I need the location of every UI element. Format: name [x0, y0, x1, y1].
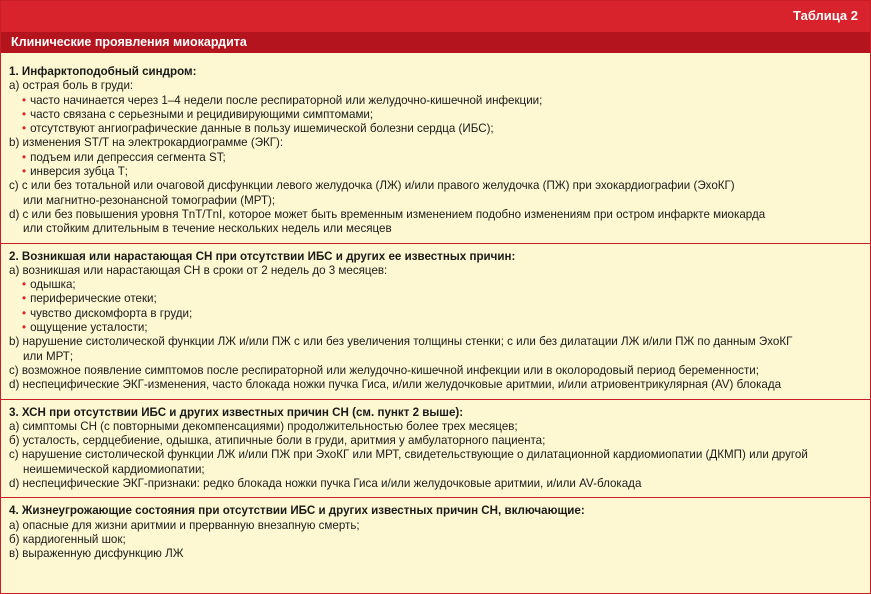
list-item: б) кардиогенный шок;: [9, 532, 126, 546]
bullet-item: • периферические отеки;: [9, 292, 860, 306]
section-title: 3. ХСН при отсутствии ИБС и других известных причин СН (см. пункт 2 выше):: [9, 405, 464, 419]
bullet-item: • часто связана с серьезными и рецидивирующими симптомами;: [9, 108, 860, 122]
table-header: [1, 1, 870, 53]
section-3: [1, 400, 870, 499]
list-item: неишемической кардиомиопатии;: [23, 462, 205, 476]
section-2: [1, 244, 870, 400]
list-item: b) нарушение систолической функции ЛЖ и/или ПЖ с или без увеличения толщины стенки; с или без дилатации ЛЖ и/или ПЖ по данным ЭхоКГ: [9, 335, 793, 349]
section-title: 2. Возникшая или нарастающая СН при отсутствии ИБС и других ее известных причин:: [9, 249, 516, 263]
list-item: d) неспецифические ЭКГ-изменения, часто блокада ножки пучка Гиса, и/или желудочковые аритмии, и/или атриовентрикулярная (AV) блокада: [9, 378, 782, 392]
list-item: в) выраженную дисфункцию ЛЖ: [9, 547, 184, 561]
table-body: [1, 59, 870, 568]
list-item: или магнитно-резонансной томографии (МРТ);: [23, 193, 276, 207]
list-item: d) с или без повышения уровня TnT/TnI, которое может быть временным изменением подобно изменениям при остром инфаркте миокарда: [9, 207, 766, 221]
list-item: б) усталость, сердцебиение, одышка, атипичные боли в груди, аритмия у амбулаторного пациента;: [9, 434, 546, 448]
list-item: c) нарушение систолической функции ЛЖ и/или ПЖ при ЭхоКГ или МРТ, свидетельствующие о дилатационной кардиомиопатии (ДКМП) или другой: [9, 448, 808, 462]
bullet-item: • чувство дискомфорта в груди;: [9, 307, 860, 321]
list-item: а) симптомы СН (с повторными декомпенсациями) продолжительностью более трех месяцев;: [9, 419, 518, 433]
bullet-item: • подъем или депрессия сегмента ST;: [9, 151, 860, 165]
section-title: 4. Жизнеугрожающие состояния при отсутствии ИБС и других известных причин СН, включающие:: [9, 504, 585, 518]
list-item: c) с или без тотальной или очаговой дисфункции левого желудочка (ЛЖ) и/или правого желудочка (ПЖ) при эхокардиографии (ЭхоКГ): [9, 179, 735, 193]
bullet-item: • часто начинается через 1–4 недели после респираторной или желудочно-кишечной инфекции;: [9, 94, 860, 108]
list-item: c) возможное появление симптомов после респираторной или желудочно-кишечной инфекции или в околородовый период беременности;: [9, 363, 759, 377]
bullet-item: • инверсия зубца Т;: [9, 165, 860, 179]
list-item: или МРТ;: [23, 349, 74, 363]
list-item: или стойким длительным в течение нескольких недель или месяцев: [23, 222, 392, 236]
section-title: 1. Инфарктоподобный синдром:: [9, 65, 197, 78]
list-item: а) острая боль в груди:: [9, 79, 134, 93]
list-item: а) опасные для жизни аритмии и прерванную внезапную смерть;: [9, 518, 360, 532]
section-4: [1, 498, 870, 567]
table-number-label: Таблица 2: [792, 8, 858, 23]
bullet-item: • отсутствуют ангиографические данные в пользу ишемической болезни сердца (ИБС);: [9, 122, 860, 136]
bullet-item: • одышка;: [9, 278, 860, 292]
bullet-item: • ощущение усталости;: [9, 321, 860, 335]
table-caption: Клинические проявления миокардита: [1, 32, 870, 53]
list-item: а) возникшая или нарастающая СН в сроки от 2 недель до 3 месяцев:: [9, 263, 388, 277]
list-item: b) изменения ST/T на электрокардиограмме (ЭКГ):: [9, 136, 284, 150]
section-1: [1, 59, 870, 244]
list-item: d) неспецифические ЭКГ-признаки: редко блокада ножки пучка Гиса и/или желудочковые аритмии, и/или AV-блокада: [9, 477, 642, 491]
